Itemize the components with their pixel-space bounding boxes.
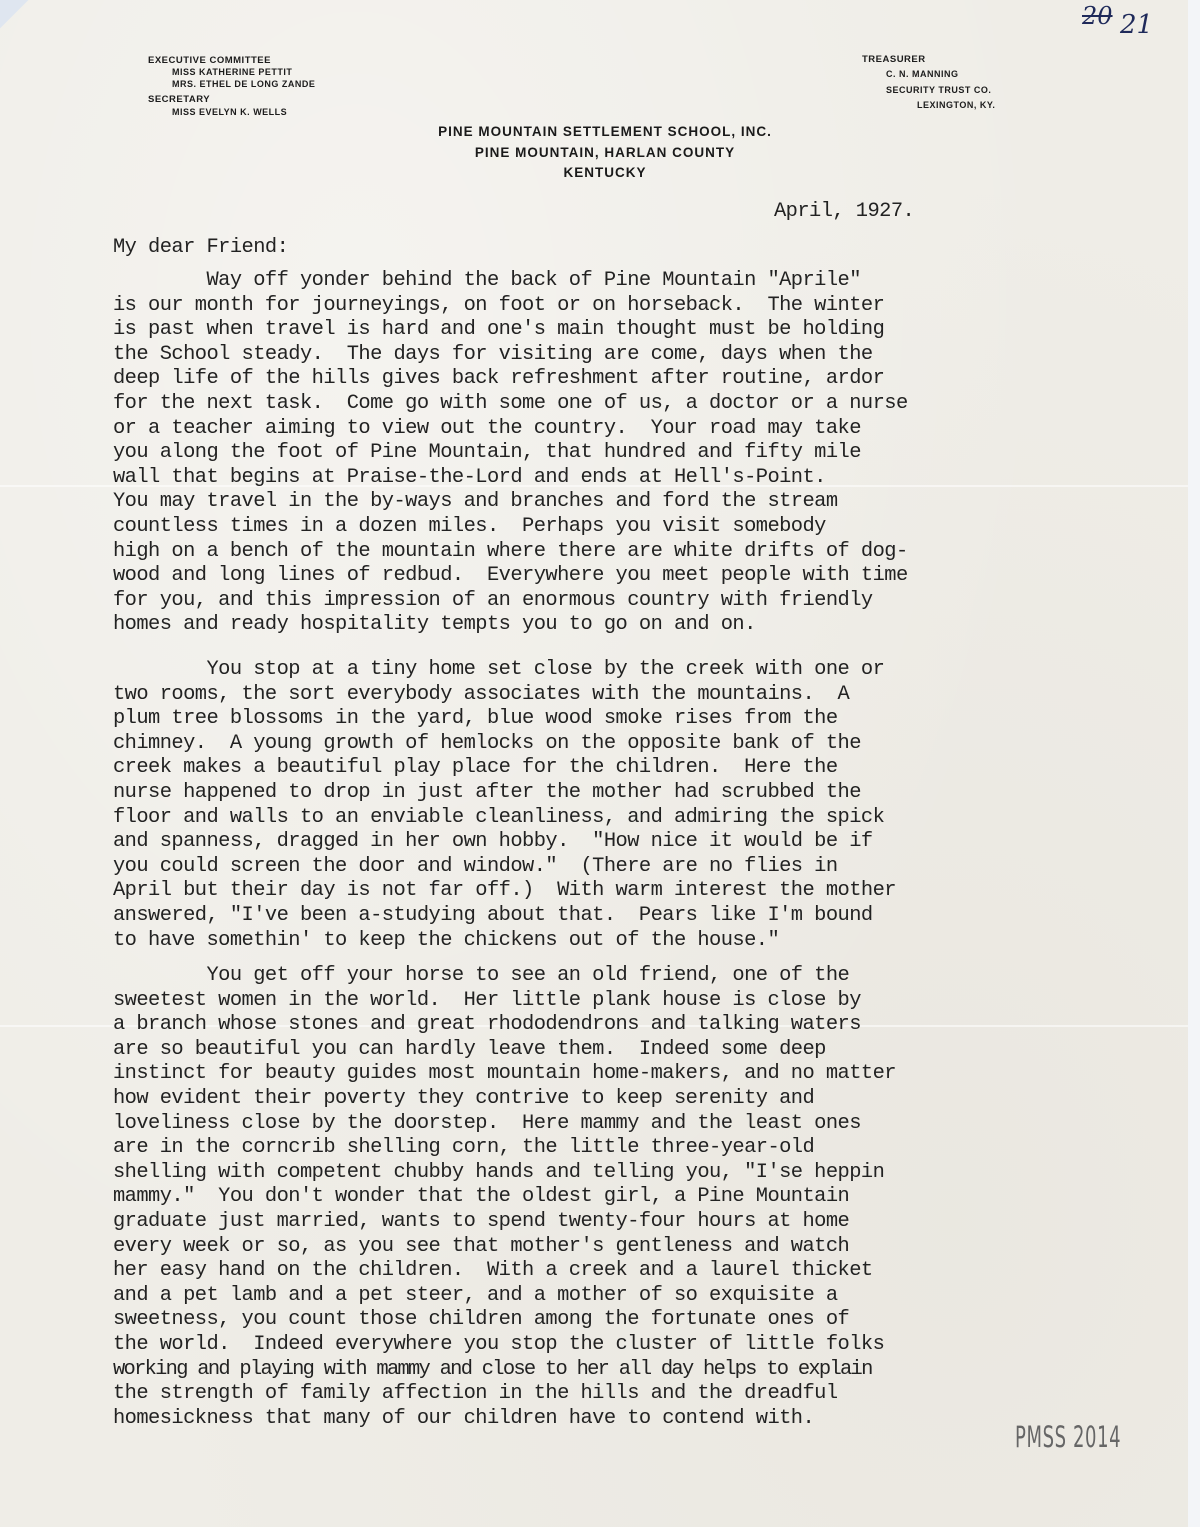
text-line: deep life of the hills gives back refreshment after routine, ardor: [113, 367, 885, 391]
text-line: April but their day is not far off.) With warm interest the mother: [113, 879, 896, 903]
text-line: plum tree blossoms in the yard, blue wood smoke rises from the: [113, 707, 838, 731]
text-line: how evident their poverty they contrive to keep serenity and: [113, 1087, 815, 1110]
text-line: is our month for journeyings, on foot or on horseback. The winter: [113, 293, 885, 317]
text-line: You stop at a tiny home set close by the creek with one or: [113, 658, 885, 681]
text-line: to have somethin' to keep the chickens out of the house.": [113, 928, 780, 952]
text-line: You get off your horse to see an old friend, one of the: [113, 964, 850, 987]
school-state: KENTUCKY: [563, 165, 647, 180]
text-line: nurse happened to drop in just after the mother had scrubbed the: [113, 781, 861, 804]
treasurer-bank: SECURITY TRUST CO.: [886, 85, 992, 95]
text-line: you along the foot of Pine Mountain, that hundred and fifty mile: [113, 441, 861, 465]
text-line: for you, and this impression of an enormous country with friendly: [113, 588, 873, 612]
committee-member: MISS KATHERINE PETTIT: [172, 67, 293, 77]
committee-member: MRS. ETHEL DE LONG ZANDE: [172, 79, 316, 89]
text-line: sweetness, you count those children among the fortunate ones of: [113, 1308, 850, 1332]
text-line: high on a bench of the mountain where there are white drifts of dog-: [113, 539, 908, 563]
text-line: chimney. A young growth of hemlocks on the opposite bank of the: [113, 731, 861, 755]
text-line: the strength of family affection in the hills and the dreadful: [113, 1382, 838, 1406]
text-line: is past when travel is hard and one's main thought must be holding: [113, 318, 885, 342]
text-line: you could screen the door and window." (There are no flies in: [113, 854, 838, 878]
text-line: countless times in a dozen miles. Perhaps you visit somebody: [113, 515, 826, 538]
secretary-name: MISS EVELYN K. WELLS: [172, 107, 288, 117]
text-line: her easy hand on the children. With a creek and a laurel thicket: [113, 1259, 873, 1283]
text-line: floor and walls to an enviable cleanliness, and admiring the spick: [113, 805, 885, 829]
text-line: are in the corncrib shelling corn, the little three-year-old: [113, 1136, 815, 1160]
text-line: instinct for beauty guides most mountain home-makers, and no matter: [113, 1062, 896, 1086]
text-line: You may travel in the by-ways and branches and ford the stream: [113, 490, 838, 514]
text-line: shelling with competent chubby hands and telling you, "I'se heppin: [113, 1160, 885, 1184]
text-line: Way off yonder behind the back of Pine Mountain "Aprile": [113, 269, 861, 292]
scan-edge: [1188, 0, 1200, 1527]
text-line: are so beautiful you can hardly leave them. Indeed some deep: [113, 1037, 826, 1061]
text-line: loveliness close by the doorstep. Here mammy and the least ones: [113, 1111, 861, 1135]
torn-corner: [0, 0, 30, 40]
text-line: working and playing with mammy and close to her all day helps to explain: [113, 1357, 872, 1381]
text-line: the School steady. The days for visiting are come, days when the: [113, 342, 873, 366]
executive-committee-heading: EXECUTIVE COMMITTEE: [148, 55, 271, 66]
salutation: My dear Friend:: [113, 236, 289, 259]
text-line: two rooms, the sort everybody associates with the mountains. A: [113, 682, 850, 706]
treasurer-heading: TREASURER: [862, 54, 926, 65]
text-line: a branch whose stones and great rhododendrons and talking waters: [113, 1013, 861, 1037]
text-line: homesickness that many of our children have to contend with.: [113, 1406, 815, 1430]
text-line: sweetest women in the world. Her little plank house is close by: [113, 988, 861, 1012]
text-line: wood and long lines of redbud. Everywhere you meet people with time: [113, 564, 908, 588]
text-line: mammy." You don't wonder that the oldest girl, a Pine Mountain: [113, 1185, 850, 1209]
page-number: 21: [1120, 10, 1154, 40]
secretary-heading: SECRETARY: [148, 94, 211, 105]
text-line: or a teacher aiming to view out the country. Your road may take: [113, 416, 861, 440]
text-line: every week or so, as you see that mother's gentleness and watch: [113, 1234, 850, 1258]
text-line: answered, "I've been a-studying about that. Pears like I'm bound: [113, 904, 873, 927]
school-location: PINE MOUNTAIN, HARLAN COUNTY: [474, 145, 736, 160]
text-line: for the next task. Come go with some one of us, a doctor or a nurse: [113, 392, 908, 415]
letter-date: April, 1927.: [774, 200, 915, 223]
text-line: and a pet lamb and a pet steer, and a mother of so exquisite a: [113, 1283, 838, 1307]
archive-watermark: PMSS 2014: [1015, 1420, 1122, 1454]
text-line: wall that begins at Praise-the-Lord and ends at Hell's-Point.: [113, 465, 826, 489]
text-line: and spanness, dragged in her own hobby. "How nice it would be if: [113, 830, 873, 854]
treasurer-city: LEXINGTON, KY.: [917, 100, 996, 110]
struck-page-number: 20: [1082, 2, 1113, 30]
text-line: the world. Indeed everywhere you stop the cluster of little folks: [113, 1333, 885, 1356]
text-line: homes and ready hospitality tempts you to go on and on.: [113, 613, 756, 637]
treasurer-name: C. N. MANNING: [886, 69, 959, 79]
school-name: PINE MOUNTAIN SETTLEMENT SCHOOL, INC.: [438, 124, 772, 139]
text-line: creek makes a beautiful play place for the children. Here the: [113, 756, 838, 780]
text-line: graduate just married, wants to spend twenty-four hours at home: [113, 1210, 850, 1233]
